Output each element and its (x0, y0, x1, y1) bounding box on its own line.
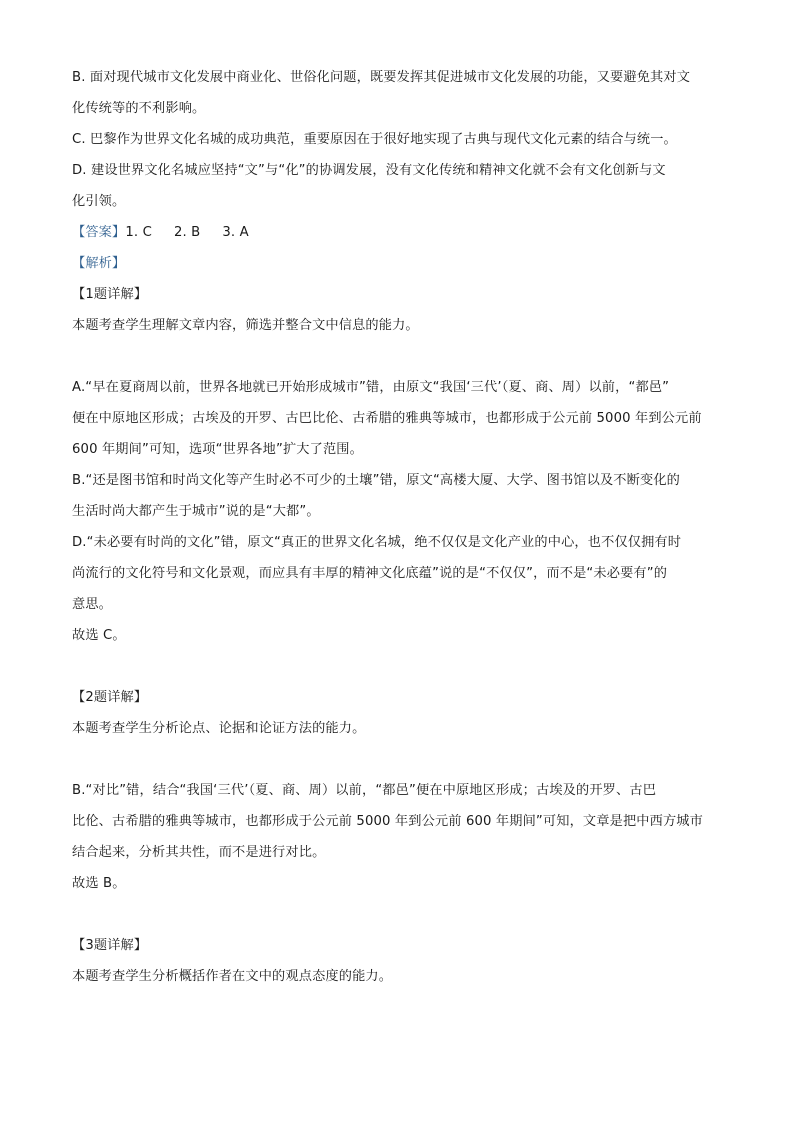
q2-line: 比伦、古希腊的雅典等城市，也都形成于公元前 5000 年到公元前 600 年期间”可知，文章是把中西方城市 (72, 814, 703, 829)
answer-line (72, 217, 724, 248)
q2-line: 结合起来，分析其共性，而不是进行对比。 (72, 845, 326, 860)
q1-line: A.“早在夏商周以前，世界各地就已开始形成城市”错，由原文“我国‘三代’（夏、商、周）以前，“都邑” (72, 380, 670, 395)
q1-line: 意思。 (72, 597, 113, 612)
spacer (72, 899, 724, 930)
q3-intro: 本题考查学生分析概括作者在文中的观点态度的能力。 (72, 969, 393, 984)
q2-intro: 本题考查学生分析论点、论据和论证方法的能力。 (72, 721, 366, 736)
spacer (72, 744, 724, 775)
document-page (72, 62, 724, 992)
spacer (72, 651, 724, 682)
option-d-line-2: 化引领。 (72, 194, 126, 209)
q1-line: 600 年期间”可知，选项“世界各地”扩大了范围。 (72, 442, 363, 457)
answer-item-2: 2. B (173, 225, 201, 240)
spacer (72, 341, 724, 372)
q1-line: 生活时尚大都产生于城市”说的是“大都”。 (72, 504, 320, 519)
option-b-line-1: B. 面对现代城市文化发展中商业化、世俗化问题，既要发挥其促进城市文化发展的功能，又要避免其对文 (72, 70, 691, 85)
q1-intro: 本题考查学生理解文章内容，筛选并整合文中信息的能力。 (72, 318, 419, 333)
q1-conclusion: 故选 C。 (72, 628, 126, 643)
analysis-label: 【解析】 (72, 256, 126, 271)
q2-conclusion: 故选 B。 (72, 876, 126, 891)
option-b-line-2: 化传统等的不利影响。 (72, 101, 206, 116)
answer-item-3: 3. A (222, 225, 249, 240)
answer-item-1: 1. C (125, 225, 152, 240)
q2-heading: 【2题详解】 (72, 690, 148, 705)
q1-line: D.“未必要有时尚的文化”错，原文“真正的世界文化名城，绝不仅仅是文化产业的中心，也不仅仅拥有时 (72, 535, 682, 550)
option-d-line-1: D. 建设世界文化名城应坚持“文”与“化”的协调发展，没有文化传统和精神文化就不会有文化创新与文 (72, 163, 666, 178)
q3-heading: 【3题详解】 (72, 938, 148, 953)
q1-line: 尚流行的文化符号和文化景观，而应具有丰厚的精神文化底蕴”说的是“不仅仅”，而不是“未必要有”的 (72, 566, 668, 581)
q1-heading: 【1题详解】 (72, 287, 148, 302)
q2-line: B.“对比”错，结合“我国‘三代’（夏、商、周）以前，“都邑”便在中原地区形成；古埃及的开罗、古巴 (72, 783, 657, 798)
q1-line: B.“还是图书馆和时尚文化等产生时必不可少的土壤”错，原文“高楼大厦、大学、图书馆以及不断变化的 (72, 473, 680, 488)
option-c-line: C. 巴黎作为世界文化名城的成功典范，重要原因在于很好地实现了古典与现代文化元素的结合与统一。 (72, 132, 677, 147)
q1-line: 便在中原地区形成；古埃及的开罗、古巴比伦、古希腊的雅典等城市，也都形成于公元前 5000 年到公元前 (72, 411, 702, 426)
answer-label: 【答案】 (72, 225, 126, 240)
